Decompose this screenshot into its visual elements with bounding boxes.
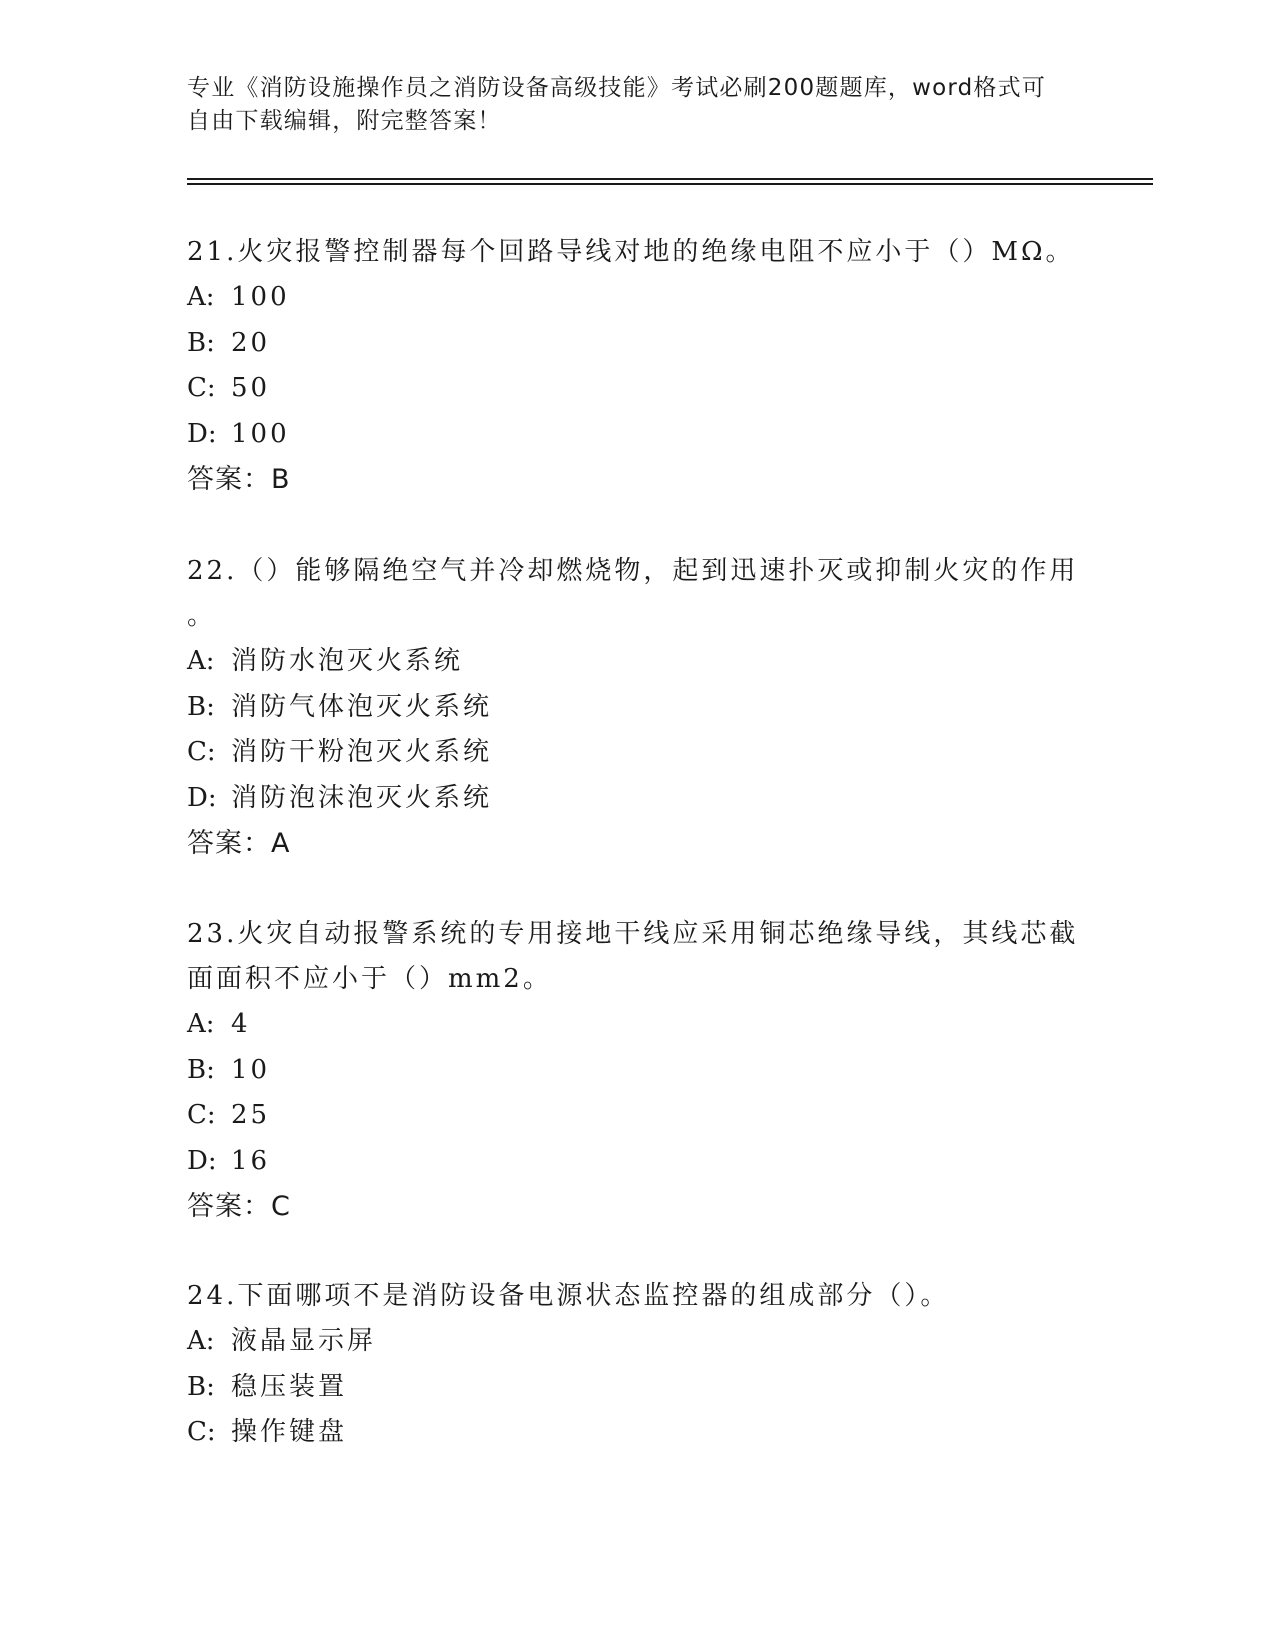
option-label: B:	[187, 691, 215, 722]
option-label: C:	[187, 737, 216, 767]
question-21	[187, 230, 1087, 503]
option-a	[187, 1319, 1087, 1365]
option-c	[187, 1093, 1087, 1139]
option-d	[187, 412, 1087, 458]
option-text: 操作键盘	[231, 1417, 348, 1447]
option-a	[187, 275, 1087, 321]
option-label: B:	[187, 1371, 215, 1402]
option-text: 25	[231, 1100, 271, 1130]
option-b	[187, 1048, 1087, 1094]
header-divider-top	[187, 178, 1153, 180]
option-b	[187, 685, 1087, 731]
question-stem-continued: 。	[187, 601, 217, 631]
option-text: 消防水泡灭火系统	[231, 646, 464, 676]
option-text: 100	[231, 282, 290, 312]
answer: 答案：A	[187, 828, 291, 859]
question-stem: 24.下面哪项不是消防设备电源状态监控器的组成部分（）。	[187, 1281, 950, 1311]
option-label: A:	[187, 1326, 215, 1356]
option-label: C:	[187, 1417, 216, 1447]
option-text: 液晶显示屏	[231, 1326, 377, 1356]
option-text: 10	[231, 1054, 271, 1085]
header-divider-bottom	[187, 183, 1153, 185]
option-b	[187, 321, 1087, 367]
option-text: 消防气体泡灭火系统	[231, 691, 493, 722]
option-label: D:	[187, 782, 217, 813]
option-a	[187, 639, 1087, 685]
question-23	[187, 912, 1087, 1230]
option-text: 16	[231, 1145, 271, 1176]
option-label: C:	[187, 1100, 216, 1130]
question-24	[187, 1274, 1087, 1456]
option-d	[187, 1139, 1087, 1185]
question-stem: 22.（）能够隔绝空气并冷却燃烧物，起到迅速扑灭或抑制火灾的作用	[187, 556, 1079, 586]
question-22	[187, 549, 1087, 867]
option-text: 20	[231, 327, 271, 358]
option-c	[187, 1410, 1087, 1456]
option-text: 4	[231, 1009, 251, 1039]
option-label: B:	[187, 327, 215, 358]
option-label: C:	[187, 373, 216, 403]
option-d	[187, 776, 1087, 822]
option-text: 消防干粉泡灭火系统	[231, 737, 493, 767]
option-label: D:	[187, 418, 217, 449]
option-text: 消防泡沫泡灭火系统	[231, 782, 493, 813]
option-b	[187, 1365, 1087, 1411]
option-text: 50	[231, 373, 271, 403]
option-text: 100	[231, 418, 290, 449]
option-c	[187, 730, 1087, 776]
answer: 答案：B	[187, 464, 291, 495]
document-header	[187, 72, 1087, 138]
option-text: 稳压装置	[231, 1371, 348, 1402]
option-label: D:	[187, 1145, 217, 1176]
header-line-2: 自由下载编辑，附完整答案！	[187, 108, 502, 134]
option-label: A:	[187, 1009, 215, 1039]
question-stem: 23.火灾自动报警系统的专用接地干线应采用铜芯绝缘导线，其线芯截	[187, 919, 1079, 949]
header-line-1: 专业《消防设施操作员之消防设备高级技能》考试必刷200题题库，word格式可	[187, 75, 1047, 101]
option-a	[187, 1002, 1087, 1048]
option-label: A:	[187, 646, 215, 676]
option-c	[187, 366, 1087, 412]
answer: 答案：C	[187, 1191, 291, 1222]
option-label: B:	[187, 1054, 215, 1085]
option-label: A:	[187, 282, 215, 312]
question-stem: 21.火灾报警控制器每个回路导线对地的绝缘电阻不应小于（）MΩ。	[187, 237, 1075, 267]
question-stem-continued: 面面积不应小于（）mm2。	[187, 964, 552, 994]
